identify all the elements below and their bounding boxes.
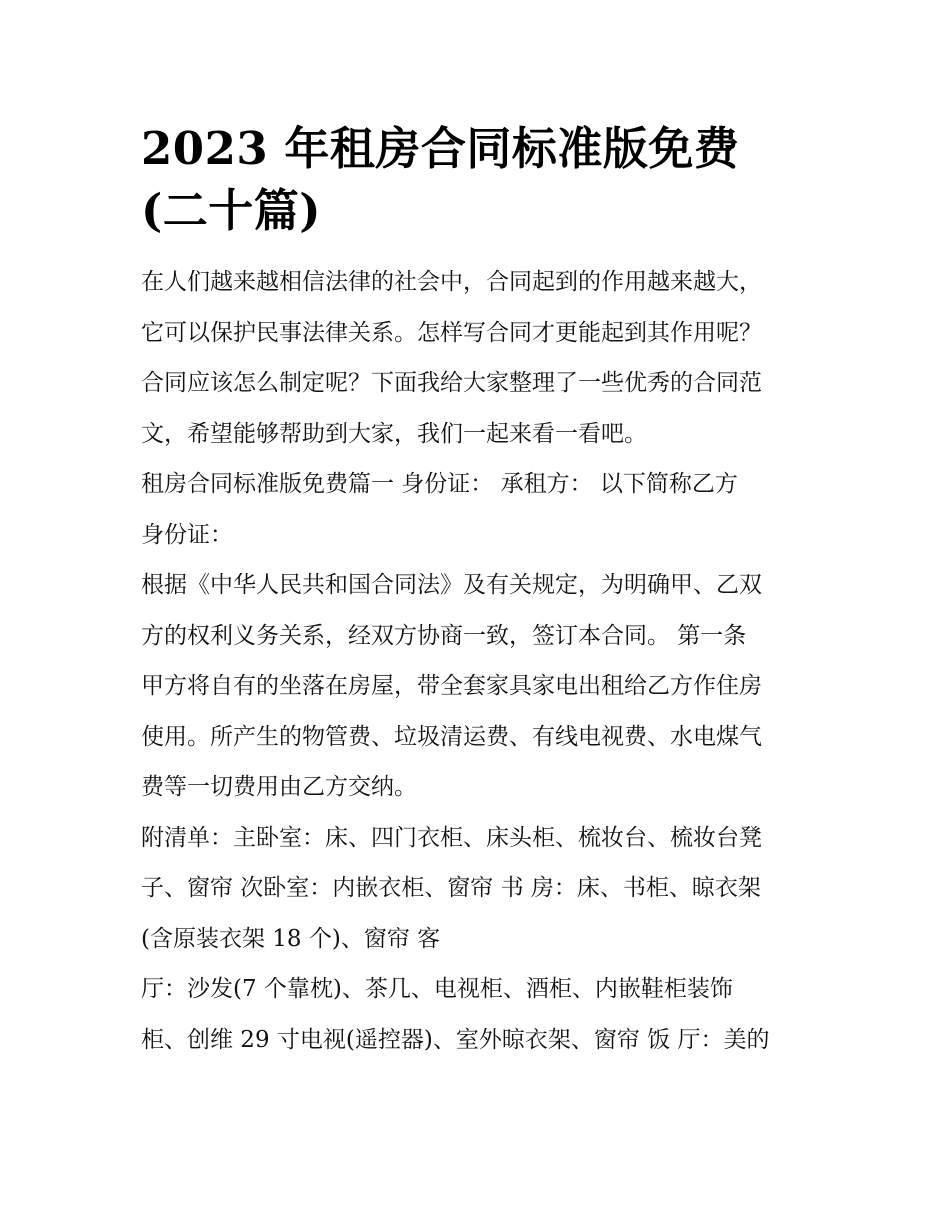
text-line: (含原装衣架 18 个)、窗帘 客 [141,925,441,952]
text-line: 费等一切费用由乙方交纳。 [141,774,417,800]
text-line: 租房合同标准版免费篇一 身份证： 承租方： 以下简称乙方 [141,471,738,497]
text-line: 文，希望能够帮助到大家，我们一起来看一看吧。 [141,420,647,447]
text-line: 柜、创维 29 寸电视(遥控器)、室外晾衣架、窗帘 饭 厅：美的 [141,1026,770,1053]
text-line: 附清单：主卧室：床、四门衣柜、床头柜、梳妆台、梳妆台凳 [141,824,762,851]
text-line: 合同应该怎么制定呢？下面我给大家整理了一些优秀的合同范 [141,370,762,396]
paragraph-living-room [141,964,816,1065]
title-line: 2023 年租房合同标准版免费 [141,122,740,175]
paragraph-intro [141,257,816,459]
document-content [141,118,816,1065]
text-line: 厅：沙发(7 个靠枕)、茶几、电视柜、酒柜、内嵌鞋柜装饰 [141,976,733,1002]
paragraph-inventory [141,813,816,965]
text-line: 方的权利义务关系，经双方协商一致，签订本合同。 第一条 [141,622,747,649]
document-title [141,118,816,242]
paragraph-parties [141,459,816,560]
text-line: 根据《中华人民共和国合同法》及有关规定，为明确甲、乙双 [141,572,762,598]
text-line: 在人们越来越相信法律的社会中，合同起到的作用越来越大， [141,269,762,295]
title-line: (二十篇) [141,184,322,237]
text-line: 子、窗帘 次卧室：内嵌衣柜、窗帘 书 房：床、书柜、晾衣架 [141,875,761,901]
text-line: 身份证： [141,521,233,548]
text-line: 使用。所产生的物管费、垃圾清运费、有线电视费、水电煤气 [141,723,762,750]
text-line: 甲方将自有的坐落在房屋，带全套家具家电出租给乙方作住房 [141,673,762,699]
text-line: 它可以保护民事法律关系。怎样写合同才更能起到其作用呢？ [141,319,762,346]
paragraph-article-one [141,560,816,813]
document-body [141,257,816,1065]
